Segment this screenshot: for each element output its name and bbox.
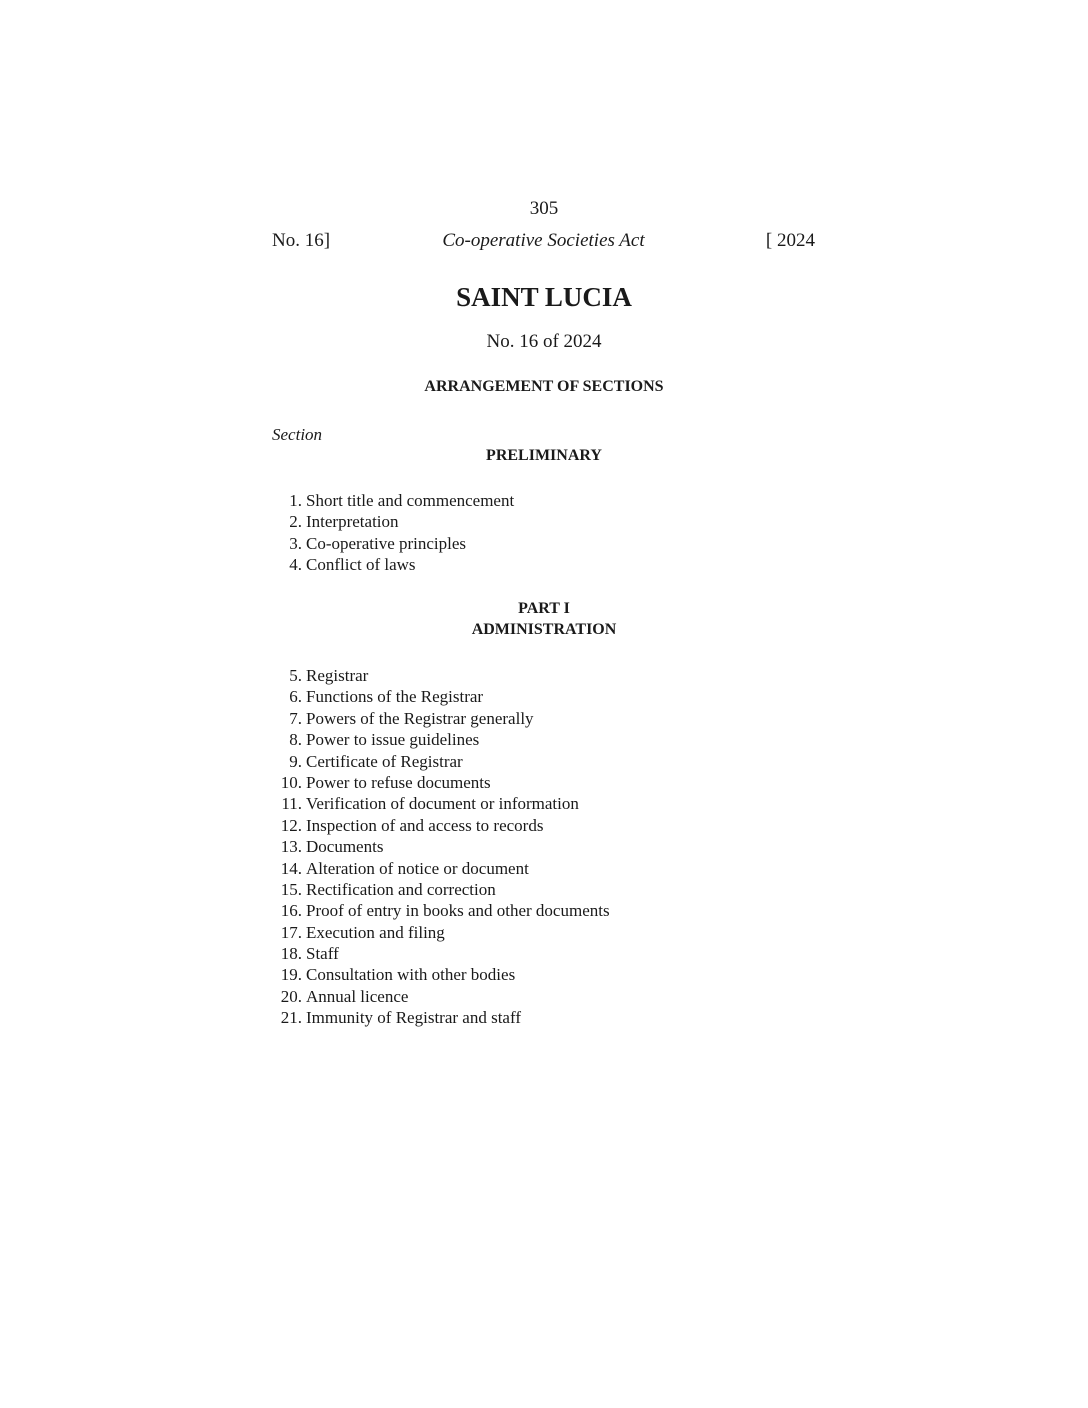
section-entry	[272, 686, 792, 707]
section-title: Power to refuse documents	[306, 772, 491, 792]
section-title: Power to issue guidelines	[306, 730, 480, 750]
section-number: 12.	[280, 815, 302, 835]
section-entry	[272, 533, 792, 554]
section-entry	[272, 511, 792, 532]
arrangement-heading: ARRANGEMENT OF SECTIONS	[424, 378, 664, 395]
section-number: 10.	[280, 772, 302, 792]
section-number: 19.	[280, 965, 302, 985]
section-number: 21.	[280, 1008, 302, 1028]
section-number: 9.	[289, 751, 302, 771]
page-number: 305	[529, 198, 559, 219]
section-entry	[272, 729, 792, 750]
section-title: Functions of the Registrar	[306, 687, 484, 707]
section-number: 1.	[289, 491, 302, 510]
section-title: Interpretation	[306, 512, 399, 532]
section-title: Verification of document or information	[306, 794, 579, 814]
section-number: 20.	[280, 986, 302, 1006]
section-number: 5.	[289, 666, 302, 685]
section-entry	[272, 879, 792, 900]
header-act-number: No. 16]	[272, 230, 331, 251]
section-entry	[272, 815, 792, 836]
section-number: 17.	[280, 922, 302, 942]
section-number: 18.	[280, 944, 302, 964]
section-title: Conflict of laws	[306, 555, 416, 575]
preliminary-section-list	[272, 490, 792, 576]
section-number: 7.	[289, 708, 302, 728]
section-number: 4.	[289, 555, 302, 575]
section-title: Consultation with other bodies	[306, 965, 516, 985]
section-entry	[272, 793, 792, 814]
section-title: Certificate of Registrar	[306, 751, 463, 771]
section-number: 15.	[280, 879, 302, 899]
section-title: Alteration of notice or document	[306, 858, 529, 878]
act-number: No. 16 of 2024	[486, 331, 602, 352]
section-entry	[272, 554, 792, 575]
section-number: 8.	[289, 730, 302, 750]
part-title: ADMINISTRATION	[471, 621, 617, 638]
section-title: Co-operative principles	[306, 533, 467, 553]
section-entry	[272, 900, 792, 921]
section-entry	[272, 708, 792, 729]
section-column-label: Section	[272, 425, 323, 444]
header-year: [ 2024	[765, 230, 815, 251]
header-act-title: Co-operative Societies Act	[442, 230, 645, 251]
section-title: Rectification and correction	[306, 879, 496, 899]
section-title: Annual licence	[306, 986, 409, 1006]
preliminary-heading: PRELIMINARY	[486, 447, 602, 464]
part-heading: PART I	[518, 600, 570, 617]
country-title: SAINT LUCIA	[456, 282, 632, 312]
section-entry	[272, 922, 792, 943]
section-number: 3.	[289, 533, 302, 553]
section-entry	[272, 964, 792, 985]
section-number: 6.	[289, 687, 302, 707]
section-title: Staff	[306, 944, 339, 964]
section-number: 16.	[280, 901, 302, 921]
section-title: Documents	[306, 837, 384, 857]
running-header	[272, 230, 815, 254]
section-title: Immunity of Registrar and staff	[306, 1008, 521, 1028]
section-number: 11.	[281, 794, 302, 814]
section-title: Powers of the Registrar generally	[306, 708, 534, 728]
section-number: 13.	[280, 837, 302, 857]
section-entry	[272, 986, 792, 1007]
section-entry	[272, 772, 792, 793]
section-entry	[272, 665, 792, 686]
section-entry	[272, 490, 792, 511]
section-entry	[272, 1007, 792, 1028]
section-title: Short title and commencement	[306, 491, 515, 510]
section-title: Proof of entry in books and other documents	[306, 901, 610, 921]
part1-section-list	[272, 665, 792, 1029]
section-entry	[272, 943, 792, 964]
section-number: 14.	[280, 858, 302, 878]
section-entry	[272, 751, 792, 772]
section-title: Registrar	[306, 666, 369, 685]
section-title: Inspection of and access to records	[306, 815, 544, 835]
section-entry	[272, 858, 792, 879]
section-title: Execution and filing	[306, 922, 445, 942]
section-number: 2.	[289, 512, 302, 532]
section-entry	[272, 836, 792, 857]
